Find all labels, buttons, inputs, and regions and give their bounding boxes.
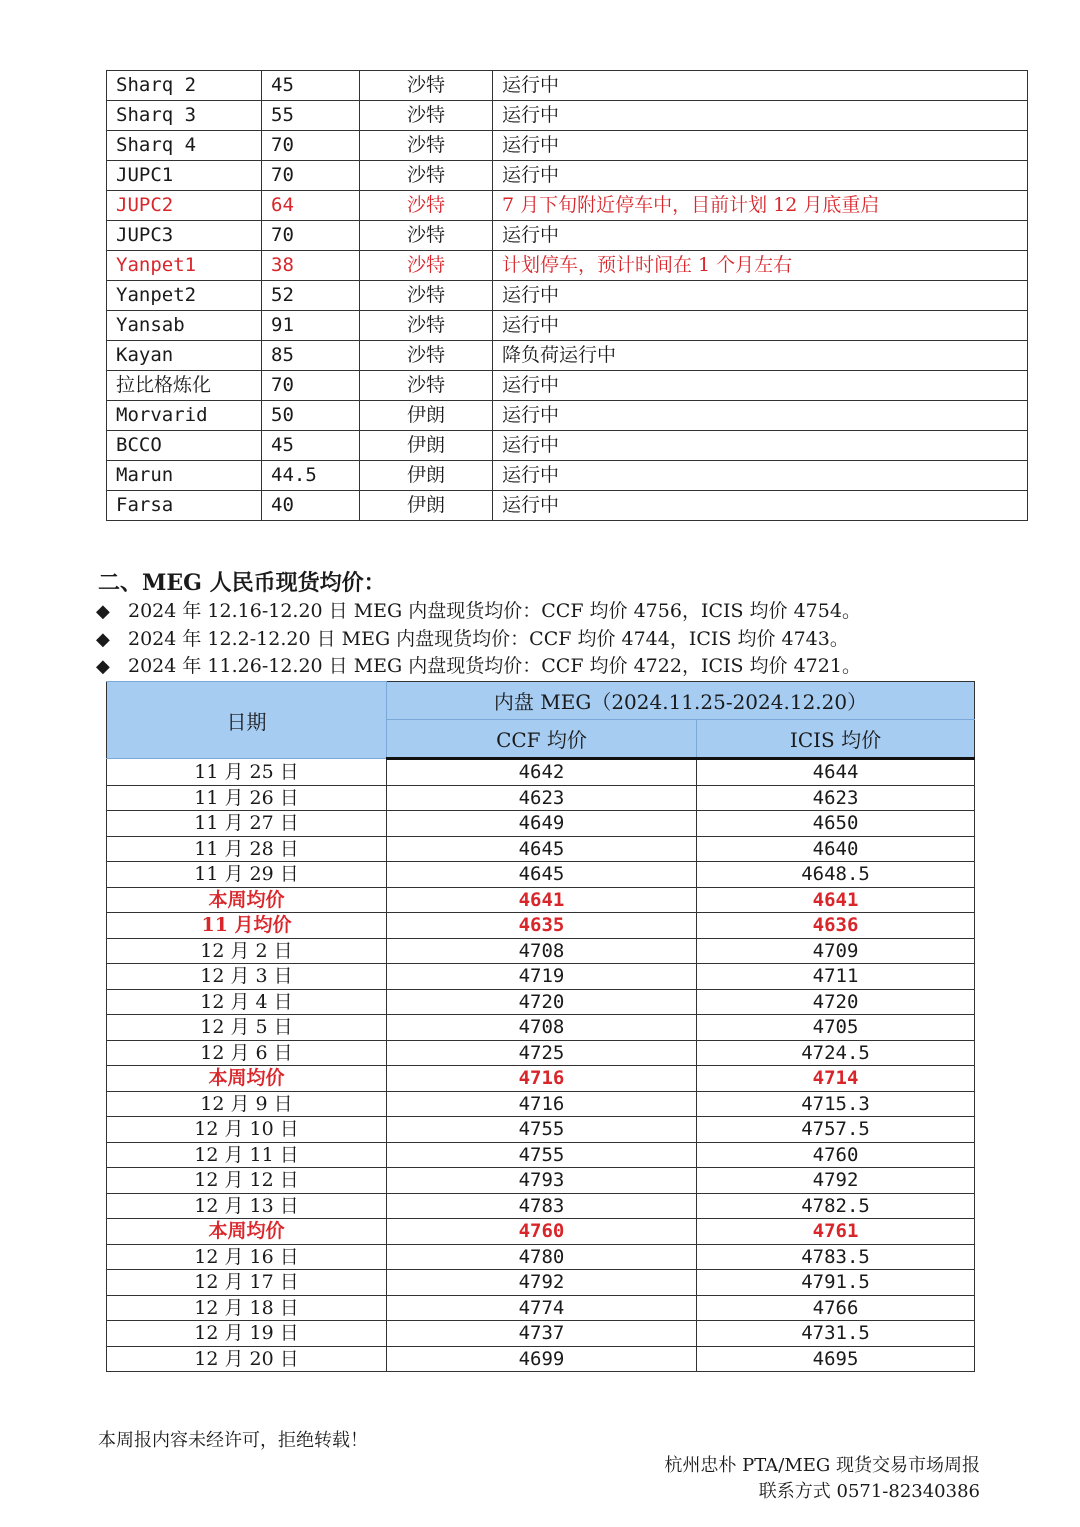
icis-price: 4709	[697, 938, 975, 964]
plant-status: 运行中	[493, 311, 1028, 341]
plant-row	[107, 431, 1028, 461]
ccf-price: 4708	[387, 1015, 697, 1041]
plant-name: Farsa	[107, 491, 262, 521]
icis-price: 4714	[697, 1066, 975, 1092]
icis-price: 4724.5	[697, 1040, 975, 1066]
diamond-bullet-icon: ◆	[96, 656, 110, 677]
plant-name: BCCO	[107, 431, 262, 461]
icis-price: 4648.5	[697, 862, 975, 888]
row-date: 12 月 4 日	[107, 989, 387, 1015]
bullet-text: 2024 年 12.16-12.20 日 MEG 内盘现货均价：CCF 均价 4756，ICIS 均价 4754。	[128, 600, 861, 622]
ccf-price: 4780	[387, 1244, 697, 1270]
plant-status: 降负荷运行中	[493, 341, 1028, 371]
meg-price-table	[106, 681, 975, 1372]
plant-name: Marun	[107, 461, 262, 491]
icis-price: 4640	[697, 836, 975, 862]
plant-name: Yanpet1	[107, 251, 262, 281]
ccf-price: 4719	[387, 964, 697, 990]
plant-status: 运行中	[493, 371, 1028, 401]
plant-row	[107, 371, 1028, 401]
ccf-price: 4755	[387, 1142, 697, 1168]
plant-row	[107, 401, 1028, 431]
icis-price: 4731.5	[697, 1321, 975, 1347]
ccf-price: 4774	[387, 1295, 697, 1321]
icis-price: 4791.5	[697, 1270, 975, 1296]
plant-name: Morvarid	[107, 401, 262, 431]
plant-status: 计划停车，预计时间在 1 个月左右	[493, 251, 1028, 281]
row-date: 12 月 10 日	[107, 1117, 387, 1143]
plant-status-table	[106, 70, 1028, 521]
plant-name: JUPC3	[107, 221, 262, 251]
icis-price: 4792	[697, 1168, 975, 1194]
plant-country: 沙特	[360, 101, 493, 131]
plant-country: 伊朗	[360, 431, 493, 461]
plant-status: 运行中	[493, 71, 1028, 101]
ccf-price: 4760	[387, 1219, 697, 1245]
price-row	[107, 1346, 975, 1372]
diamond-bullet-icon: ◆	[96, 628, 110, 650]
ccf-price: 4708	[387, 938, 697, 964]
plant-row	[107, 191, 1028, 221]
row-date: 12 月 16 日	[107, 1244, 387, 1270]
price-row	[107, 1091, 975, 1117]
row-date: 11 月均价	[107, 913, 387, 939]
icis-price: 4644	[697, 759, 975, 786]
contact-info: 联系方式 0571-82340386	[758, 1481, 980, 1502]
ccf-price: 4737	[387, 1321, 697, 1347]
plant-status: 运行中	[493, 131, 1028, 161]
ccf-price: 4645	[387, 836, 697, 862]
row-date: 12 月 6 日	[107, 1040, 387, 1066]
report-title: 杭州忠朴 PTA/MEG 现货交易市场周报	[664, 1455, 980, 1476]
plant-capacity: 45	[262, 431, 360, 461]
plant-country: 沙特	[360, 161, 493, 191]
ccf-price: 4716	[387, 1066, 697, 1092]
plant-row	[107, 251, 1028, 281]
price-row	[107, 811, 975, 837]
average-row	[107, 1219, 975, 1245]
price-row	[107, 1244, 975, 1270]
plant-name: JUPC2	[107, 191, 262, 221]
average-price-bullets	[96, 598, 861, 681]
copyright-notice: 本周报内容未经许可，拒绝转载！	[98, 1430, 368, 1451]
ccf-price: 4720	[387, 989, 697, 1015]
plant-country: 伊朗	[360, 491, 493, 521]
plant-country: 沙特	[360, 311, 493, 341]
plant-status: 运行中	[493, 281, 1028, 311]
price-row	[107, 1168, 975, 1194]
row-date: 11 月 29 日	[107, 862, 387, 888]
icis-price: 4720	[697, 989, 975, 1015]
plant-row	[107, 281, 1028, 311]
plant-country: 沙特	[360, 191, 493, 221]
plant-status: 运行中	[493, 491, 1028, 521]
ccf-price: 4755	[387, 1117, 697, 1143]
plant-table-body	[107, 71, 1028, 521]
ccf-price: 4783	[387, 1193, 697, 1219]
row-date: 本周均价	[107, 887, 387, 913]
plant-row	[107, 71, 1028, 101]
price-row	[107, 1142, 975, 1168]
plant-status: 运行中	[493, 461, 1028, 491]
plant-name: 拉比格炼化	[107, 371, 262, 401]
icis-price: 4711	[697, 964, 975, 990]
row-date: 12 月 20 日	[107, 1346, 387, 1372]
row-date: 11 月 28 日	[107, 836, 387, 862]
average-row	[107, 1066, 975, 1092]
average-row	[107, 913, 975, 939]
plant-country: 沙特	[360, 281, 493, 311]
plant-country: 沙特	[360, 131, 493, 161]
icis-price: 4715.3	[697, 1091, 975, 1117]
icis-price: 4636	[697, 913, 975, 939]
plant-row	[107, 161, 1028, 191]
price-row	[107, 1270, 975, 1296]
plant-capacity: 70	[262, 161, 360, 191]
icis-price: 4705	[697, 1015, 975, 1041]
plant-name: Sharq 2	[107, 71, 262, 101]
plant-row	[107, 131, 1028, 161]
diamond-bullet-icon: ◆	[96, 601, 110, 622]
icis-price: 4623	[697, 785, 975, 811]
plant-row	[107, 101, 1028, 131]
plant-country: 伊朗	[360, 401, 493, 431]
row-date: 12 月 11 日	[107, 1142, 387, 1168]
price-row	[107, 964, 975, 990]
price-row	[107, 989, 975, 1015]
plant-capacity: 70	[262, 371, 360, 401]
icis-price: 4766	[697, 1295, 975, 1321]
ccf-column-header: CCF 均价	[387, 720, 697, 759]
row-date: 12 月 9 日	[107, 1091, 387, 1117]
plant-country: 沙特	[360, 251, 493, 281]
icis-price: 4757.5	[697, 1117, 975, 1143]
section-title: 二、MEG 人民币现货均价：	[98, 570, 386, 596]
plant-row	[107, 461, 1028, 491]
plant-capacity: 85	[262, 341, 360, 371]
plant-capacity: 40	[262, 491, 360, 521]
price-table-body	[107, 759, 975, 1372]
plant-capacity: 44.5	[262, 461, 360, 491]
plant-row	[107, 341, 1028, 371]
price-row	[107, 1117, 975, 1143]
row-date: 本周均价	[107, 1219, 387, 1245]
plant-capacity: 52	[262, 281, 360, 311]
price-row	[107, 785, 975, 811]
plant-capacity: 38	[262, 251, 360, 281]
date-column-header: 日期	[107, 682, 387, 759]
bullet-text: 2024 年 11.26-12.20 日 MEG 内盘现货均价：CCF 均价 4722，ICIS 均价 4721。	[128, 655, 861, 677]
row-date: 12 月 13 日	[107, 1193, 387, 1219]
plant-capacity: 70	[262, 221, 360, 251]
ccf-price: 4725	[387, 1040, 697, 1066]
row-date: 12 月 19 日	[107, 1321, 387, 1347]
row-date: 11 月 27 日	[107, 811, 387, 837]
price-row	[107, 1295, 975, 1321]
plant-country: 沙特	[360, 341, 493, 371]
icis-price: 4695	[697, 1346, 975, 1372]
icis-price: 4761	[697, 1219, 975, 1245]
average-row	[107, 887, 975, 913]
plant-name: Yanpet2	[107, 281, 262, 311]
ccf-price: 4792	[387, 1270, 697, 1296]
plant-country: 沙特	[360, 71, 493, 101]
price-row	[107, 1321, 975, 1347]
ccf-price: 4716	[387, 1091, 697, 1117]
plant-country: 伊朗	[360, 461, 493, 491]
icis-price: 4650	[697, 811, 975, 837]
plant-row	[107, 221, 1028, 251]
plant-name: JUPC1	[107, 161, 262, 191]
price-row	[107, 1193, 975, 1219]
row-date: 12 月 2 日	[107, 938, 387, 964]
plant-capacity: 55	[262, 101, 360, 131]
plant-status: 运行中	[493, 221, 1028, 251]
plant-row	[107, 491, 1028, 521]
plant-status: 运行中	[493, 101, 1028, 131]
plant-name: Kayan	[107, 341, 262, 371]
row-date: 12 月 18 日	[107, 1295, 387, 1321]
row-date: 12 月 3 日	[107, 964, 387, 990]
plant-capacity: 91	[262, 311, 360, 341]
price-row	[107, 759, 975, 786]
ccf-price: 4635	[387, 913, 697, 939]
row-date: 12 月 12 日	[107, 1168, 387, 1194]
plant-status: 运行中	[493, 401, 1028, 431]
price-row	[107, 1040, 975, 1066]
ccf-price: 4641	[387, 887, 697, 913]
price-row	[107, 938, 975, 964]
ccf-price: 4793	[387, 1168, 697, 1194]
row-date: 11 月 26 日	[107, 785, 387, 811]
ccf-price: 4699	[387, 1346, 697, 1372]
plant-status: 运行中	[493, 431, 1028, 461]
price-row	[107, 836, 975, 862]
icis-column-header: ICIS 均价	[697, 720, 975, 759]
plant-status: 7 月下旬附近停车中，目前计划 12 月底重启	[493, 191, 1028, 221]
plant-country: 沙特	[360, 371, 493, 401]
price-row	[107, 1015, 975, 1041]
plant-name: Sharq 4	[107, 131, 262, 161]
ccf-price: 4645	[387, 862, 697, 888]
row-date: 12 月 17 日	[107, 1270, 387, 1296]
icis-price: 4783.5	[697, 1244, 975, 1270]
plant-country: 沙特	[360, 221, 493, 251]
ccf-price: 4642	[387, 759, 697, 786]
plant-capacity: 70	[262, 131, 360, 161]
plant-capacity: 50	[262, 401, 360, 431]
ccf-price: 4649	[387, 811, 697, 837]
icis-price: 4641	[697, 887, 975, 913]
bullet-item	[96, 598, 861, 626]
row-date: 本周均价	[107, 1066, 387, 1092]
plant-capacity: 45	[262, 71, 360, 101]
row-date: 11 月 25 日	[107, 759, 387, 786]
price-row	[107, 862, 975, 888]
icis-price: 4760	[697, 1142, 975, 1168]
bullet-item	[96, 626, 861, 654]
plant-row	[107, 311, 1028, 341]
row-date: 12 月 5 日	[107, 1015, 387, 1041]
bullet-item	[96, 653, 861, 681]
plant-name: Yansab	[107, 311, 262, 341]
icis-price: 4782.5	[697, 1193, 975, 1219]
plant-capacity: 64	[262, 191, 360, 221]
meg-group-header: 内盘 MEG（2024.11.25-2024.12.20）	[387, 682, 975, 720]
bullet-text: 2024 年 12.2-12.20 日 MEG 内盘现货均价：CCF 均价 4744，ICIS 均价 4743。	[128, 627, 849, 650]
plant-status: 运行中	[493, 161, 1028, 191]
plant-name: Sharq 3	[107, 101, 262, 131]
ccf-price: 4623	[387, 785, 697, 811]
